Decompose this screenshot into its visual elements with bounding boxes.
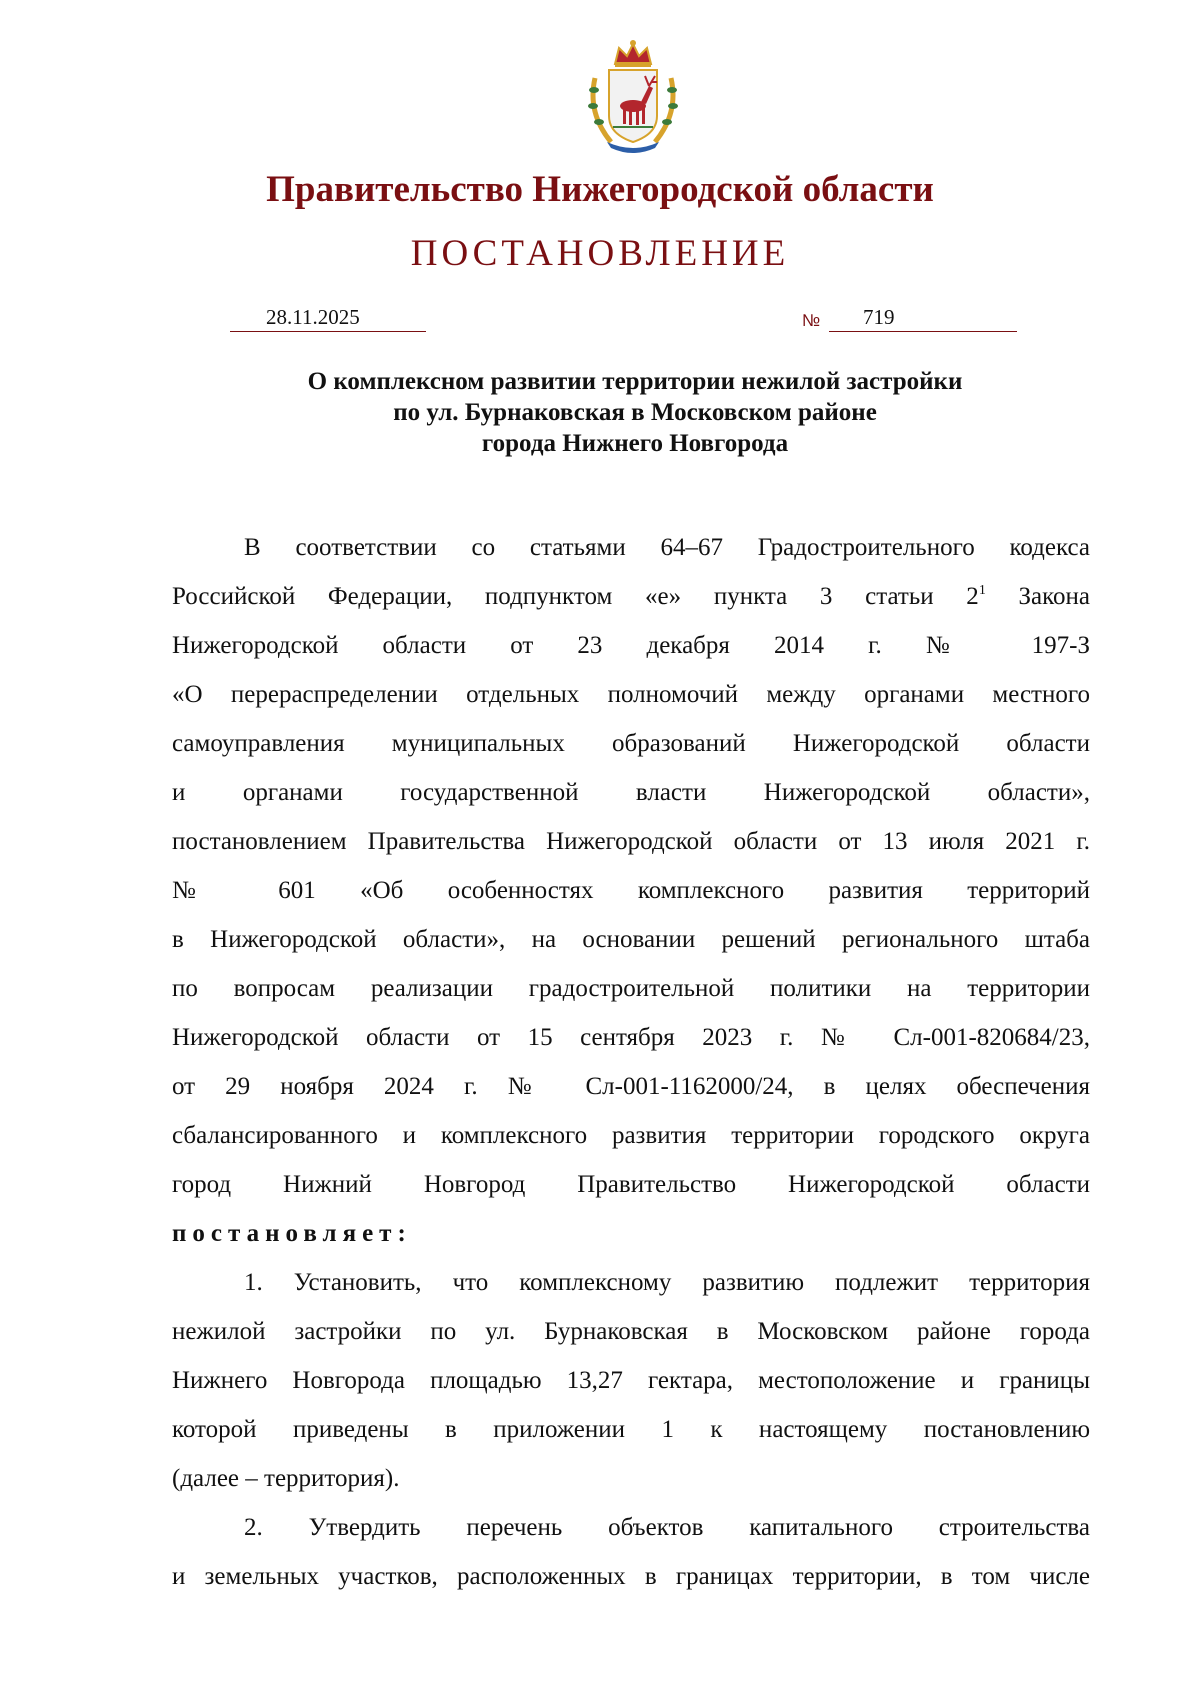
- body-line: постановлением Правительства Нижегородской области от 13 июля 2021 г.: [172, 828, 1090, 855]
- document-type: ПОСТАНОВЛЕНИЕ: [410, 233, 790, 274]
- body-line: сбалансированного и комплексного развития территории городского округа: [172, 1122, 1090, 1149]
- document-number-value: 719: [863, 305, 895, 329]
- body-line: от 29 ноября 2024 г. № Сл-001-1162000/24, в целях обеспечения: [172, 1073, 1090, 1100]
- item1-line: 1. Установить, что комплексному развитию подлежит территория: [244, 1269, 1090, 1296]
- body-line: «О перераспределении отдельных полномочий между органами местного: [172, 681, 1090, 708]
- item1-line: Нижнего Новгорода площадью 13,27 гектара, местоположение и границы: [172, 1367, 1090, 1394]
- coat-of-arms-icon: [585, 38, 681, 156]
- item2-line: и земельных участков, расположенных в границах территории, в том числе: [172, 1563, 1090, 1590]
- subject-line: по ул. Бурнаковская в Московском районе: [393, 399, 877, 426]
- subject-line: О комплексном развитии территории нежилой застройки: [307, 368, 963, 395]
- body-line: [172, 572, 1090, 621]
- body-line-text: Российской Федерации, подпунктом «е» пункта 3 статьи 2: [172, 583, 979, 610]
- body-line: город Нижний Новгород Правительство Нижегородской области: [172, 1171, 1090, 1198]
- item1-line: (далее – территория).: [172, 1465, 400, 1492]
- document-body: [172, 523, 1090, 1601]
- body-line: Нижегородской области от 15 сентября 2023 г. № Сл-001-820684/23,: [172, 1024, 1090, 1051]
- body-line: по вопросам реализации градостроительной политики на территории: [172, 975, 1090, 1002]
- item1-line: которой приведены в приложении 1 к настоящему постановлению: [172, 1416, 1090, 1443]
- number-sign: №: [802, 311, 821, 330]
- body-line-text: Закона: [985, 583, 1090, 610]
- superscript: 1: [978, 583, 986, 598]
- subject-line: города Нижнего Новгорода: [481, 430, 789, 457]
- item1-line: нежилой застройки по ул. Бурнаковская в Московском районе города: [172, 1318, 1090, 1345]
- document-date: [230, 303, 426, 332]
- document-number: [829, 303, 1017, 332]
- body-line: и органами государственной власти Нижегородской области»,: [172, 779, 1090, 806]
- resolves-word: постановляет:: [172, 1220, 412, 1247]
- body-line: самоуправления муниципальных образований Нижегородской области: [172, 730, 1090, 757]
- body-line: В соответствии со статьями 64–67 Градостроительного кодекса: [244, 534, 1090, 561]
- document-subject: [0, 366, 1200, 459]
- body-line: в Нижегородской области», на основании решений регионального штаба: [172, 926, 1090, 953]
- body-line: № 601 «Об особенностях комплексного развития территорий: [172, 877, 1090, 904]
- resolves-line: [172, 1209, 1090, 1258]
- document-date-value: 28.11.2025: [266, 305, 360, 329]
- body-line: Нижегородской области от 23 декабря 2014 г. № 197-З: [172, 632, 1090, 659]
- item2-line: 2. Утвердить перечень объектов капитального строительства: [244, 1514, 1090, 1541]
- organization-title: Правительство Нижегородской области: [266, 169, 934, 210]
